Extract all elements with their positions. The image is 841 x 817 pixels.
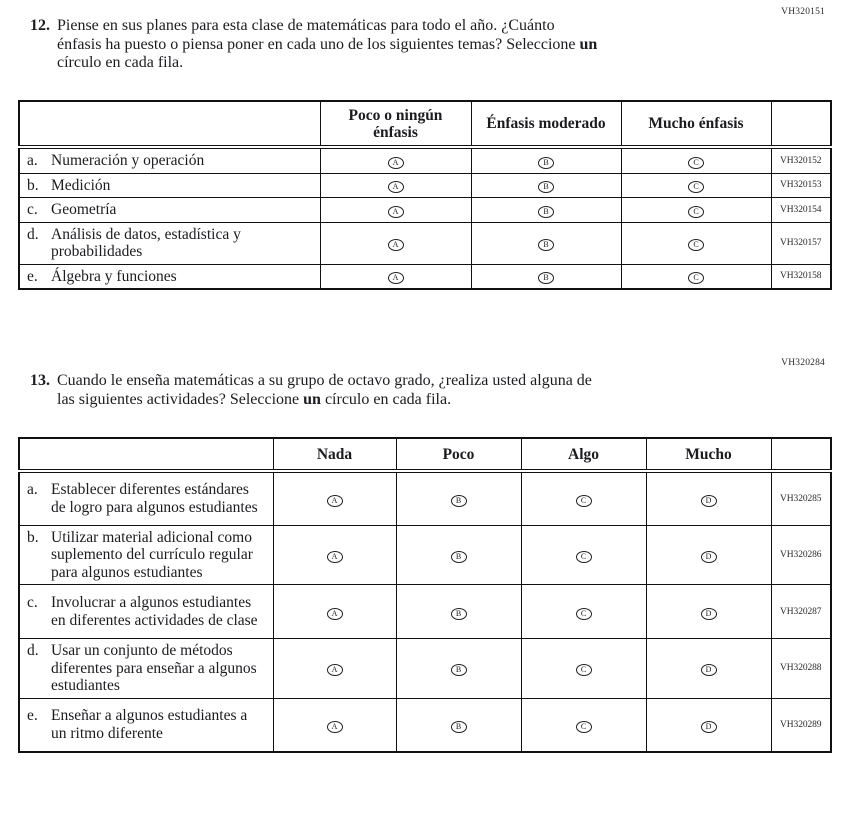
option-cell bbox=[396, 471, 521, 525]
row-code: VH320287 bbox=[771, 585, 831, 639]
row-label bbox=[19, 147, 320, 173]
column-header: Mucho bbox=[646, 438, 771, 471]
option-bubble-b[interactable]: B bbox=[451, 721, 467, 733]
option-bubble-c[interactable]: C bbox=[688, 272, 704, 284]
question-text-line bbox=[57, 54, 597, 73]
row-code: VH320285 bbox=[771, 471, 831, 525]
option-cell bbox=[621, 222, 771, 264]
column-header: Mucho énfasis bbox=[621, 101, 771, 147]
question-text-segment: Cuando le enseña matemáticas a su grupo de octavo grado, ¿realiza usted alguna de bbox=[57, 372, 592, 389]
option-bubble-b[interactable]: B bbox=[538, 206, 554, 218]
option-cell bbox=[646, 471, 771, 525]
option-bubble-a[interactable]: A bbox=[327, 551, 343, 563]
column-header-empty bbox=[19, 438, 273, 471]
question-text-emphasis: un bbox=[303, 390, 321, 408]
question-text-line bbox=[57, 36, 597, 55]
option-cell bbox=[646, 585, 771, 639]
column-header: Poco bbox=[396, 438, 521, 471]
row-code: VH320158 bbox=[771, 264, 831, 289]
option-bubble-a[interactable]: A bbox=[388, 206, 404, 218]
question-13-number: 13. bbox=[30, 372, 50, 389]
option-cell bbox=[621, 198, 771, 223]
option-cell bbox=[471, 222, 621, 264]
q12-table-body bbox=[19, 147, 831, 289]
row-code: VH320154 bbox=[771, 198, 831, 223]
q12-response-table bbox=[18, 100, 832, 290]
option-cell bbox=[521, 585, 646, 639]
option-cell bbox=[396, 585, 521, 639]
question-12-number: 12. bbox=[30, 17, 50, 34]
question-text-segment: las siguientes actividades? Seleccione bbox=[57, 390, 304, 408]
option-cell bbox=[646, 639, 771, 699]
row-label-text: Enseñar a algunos estudiantes a un ritmo diferente bbox=[51, 707, 248, 742]
question-12-code: VH320151 bbox=[781, 7, 825, 17]
row-code: VH320153 bbox=[771, 173, 831, 198]
question-text-line bbox=[57, 372, 592, 391]
option-bubble-a[interactable]: A bbox=[388, 181, 404, 193]
option-bubble-c[interactable]: C bbox=[688, 157, 704, 169]
table-row bbox=[19, 173, 831, 198]
option-bubble-d[interactable]: D bbox=[701, 551, 717, 563]
option-bubble-c[interactable]: C bbox=[688, 181, 704, 193]
option-bubble-b[interactable]: B bbox=[538, 272, 554, 284]
option-bubble-b[interactable]: B bbox=[451, 495, 467, 507]
option-bubble-c[interactable]: C bbox=[576, 664, 592, 676]
q13-table-header bbox=[19, 438, 831, 471]
option-cell bbox=[273, 698, 396, 752]
option-bubble-b[interactable]: B bbox=[538, 239, 554, 251]
option-bubble-c[interactable]: C bbox=[688, 239, 704, 251]
question-13-code: VH320284 bbox=[781, 358, 825, 368]
option-bubble-a[interactable]: A bbox=[388, 239, 404, 251]
table-row bbox=[19, 264, 831, 289]
row-label bbox=[19, 222, 320, 264]
option-bubble-a[interactable]: A bbox=[327, 721, 343, 733]
option-cell bbox=[320, 222, 471, 264]
row-letter: a. bbox=[27, 152, 38, 169]
option-bubble-b[interactable]: B bbox=[451, 551, 467, 563]
option-cell bbox=[646, 525, 771, 585]
option-bubble-a[interactable]: A bbox=[388, 272, 404, 284]
row-letter: d. bbox=[27, 642, 39, 659]
option-cell bbox=[621, 264, 771, 289]
column-header: Nada bbox=[273, 438, 396, 471]
option-bubble-c[interactable]: C bbox=[576, 608, 592, 620]
row-label bbox=[19, 471, 273, 525]
row-letter: e. bbox=[27, 267, 38, 285]
row-label-text: Análisis de datos, estadística y probabilidades bbox=[51, 225, 241, 260]
option-cell bbox=[273, 471, 396, 525]
table-row bbox=[19, 147, 831, 173]
header-row bbox=[19, 101, 831, 147]
q13-table-body bbox=[19, 471, 831, 752]
column-header-empty bbox=[771, 438, 831, 471]
row-code: VH320152 bbox=[771, 147, 831, 173]
row-label-text: Usar un conjunto de métodos diferentes para enseñar a algunos estudiantes bbox=[51, 642, 257, 694]
option-cell bbox=[521, 698, 646, 752]
option-cell bbox=[646, 698, 771, 752]
option-cell bbox=[621, 173, 771, 198]
row-letter: e. bbox=[27, 707, 38, 725]
question-13 bbox=[30, 372, 592, 409]
question-text-segment: énfasis ha puesto o piensa poner en cada uno de los siguientes temas? Seleccione bbox=[57, 35, 580, 53]
row-label-text: Geometría bbox=[51, 201, 117, 218]
column-header: Poco o ningún énfasis bbox=[320, 101, 471, 147]
row-letter: c. bbox=[27, 594, 38, 611]
q13-response-table bbox=[18, 437, 832, 753]
option-bubble-b[interactable]: B bbox=[538, 157, 554, 169]
row-letter: b. bbox=[27, 176, 39, 194]
option-cell bbox=[471, 173, 621, 198]
row-label-text: Utilizar material adicional como suplemento del currículo regular para algunos estudiantes bbox=[51, 528, 253, 581]
option-bubble-a[interactable]: A bbox=[327, 664, 343, 676]
row-letter: a. bbox=[27, 481, 38, 499]
option-bubble-b[interactable]: B bbox=[538, 181, 554, 193]
question-13-text bbox=[57, 372, 592, 409]
column-header: Énfasis moderado bbox=[471, 101, 621, 147]
question-12 bbox=[30, 17, 597, 73]
option-cell bbox=[320, 264, 471, 289]
row-label bbox=[19, 173, 320, 198]
row-label-text: Involucrar a algunos estudiantes en diferentes actividades de clase bbox=[51, 594, 258, 629]
option-bubble-b[interactable]: B bbox=[451, 608, 467, 620]
option-bubble-a[interactable]: A bbox=[327, 495, 343, 507]
header-row bbox=[19, 438, 831, 471]
option-bubble-d[interactable]: D bbox=[701, 495, 717, 507]
row-label bbox=[19, 525, 273, 585]
column-header: Algo bbox=[521, 438, 646, 471]
row-label-text: Establecer diferentes estándares de logro para algunos estudiantes bbox=[51, 481, 258, 516]
column-header-empty bbox=[19, 101, 320, 147]
row-label bbox=[19, 585, 273, 639]
table-row bbox=[19, 471, 831, 525]
option-cell bbox=[396, 525, 521, 585]
option-bubble-d[interactable]: D bbox=[701, 721, 717, 733]
table-row bbox=[19, 198, 831, 223]
row-label-text: Medición bbox=[51, 176, 111, 194]
question-12-text bbox=[57, 17, 597, 73]
option-bubble-c[interactable]: C bbox=[576, 495, 592, 507]
row-letter: c. bbox=[27, 201, 38, 218]
option-cell bbox=[621, 147, 771, 173]
option-bubble-d[interactable]: D bbox=[701, 664, 717, 676]
option-bubble-c[interactable]: C bbox=[576, 721, 592, 733]
option-cell bbox=[396, 698, 521, 752]
option-cell bbox=[471, 198, 621, 223]
option-bubble-b[interactable]: B bbox=[451, 664, 467, 676]
row-label-text: Numeración y operación bbox=[51, 152, 205, 169]
q12-table-header bbox=[19, 101, 831, 147]
option-cell bbox=[521, 471, 646, 525]
option-cell bbox=[471, 264, 621, 289]
row-code: VH320286 bbox=[771, 525, 831, 585]
table-row bbox=[19, 525, 831, 585]
row-label bbox=[19, 639, 273, 699]
option-bubble-a[interactable]: A bbox=[327, 608, 343, 620]
table-row bbox=[19, 222, 831, 264]
question-text-line bbox=[57, 391, 592, 410]
row-code: VH320288 bbox=[771, 639, 831, 699]
question-text-emphasis: un bbox=[579, 35, 598, 53]
row-letter: d. bbox=[27, 225, 39, 243]
question-text-line bbox=[57, 17, 597, 36]
question-text-segment: círculo en cada fila. bbox=[320, 390, 452, 408]
option-cell bbox=[521, 525, 646, 585]
option-cell bbox=[320, 147, 471, 173]
option-cell bbox=[273, 585, 396, 639]
option-bubble-a[interactable]: A bbox=[388, 157, 404, 169]
column-header-empty bbox=[771, 101, 831, 147]
option-cell bbox=[320, 173, 471, 198]
question-text-segment: círculo en cada fila. bbox=[57, 54, 184, 71]
option-cell bbox=[273, 525, 396, 585]
row-code: VH320289 bbox=[771, 698, 831, 752]
option-cell bbox=[320, 198, 471, 223]
row-letter: b. bbox=[27, 528, 39, 546]
option-bubble-c[interactable]: C bbox=[688, 206, 704, 218]
row-label-text: Álgebra y funciones bbox=[51, 267, 177, 285]
table-row bbox=[19, 639, 831, 699]
row-code: VH320157 bbox=[771, 222, 831, 264]
question-text-segment: Piense en sus planes para esta clase de matemáticas para todo el año. ¿Cuánto bbox=[57, 17, 555, 34]
table-row bbox=[19, 698, 831, 752]
row-label bbox=[19, 264, 320, 289]
row-label bbox=[19, 198, 320, 223]
table-row bbox=[19, 585, 831, 639]
option-bubble-c[interactable]: C bbox=[576, 551, 592, 563]
option-bubble-d[interactable]: D bbox=[701, 608, 717, 620]
option-cell bbox=[471, 147, 621, 173]
row-label bbox=[19, 698, 273, 752]
option-cell bbox=[396, 639, 521, 699]
option-cell bbox=[273, 639, 396, 699]
option-cell bbox=[521, 639, 646, 699]
